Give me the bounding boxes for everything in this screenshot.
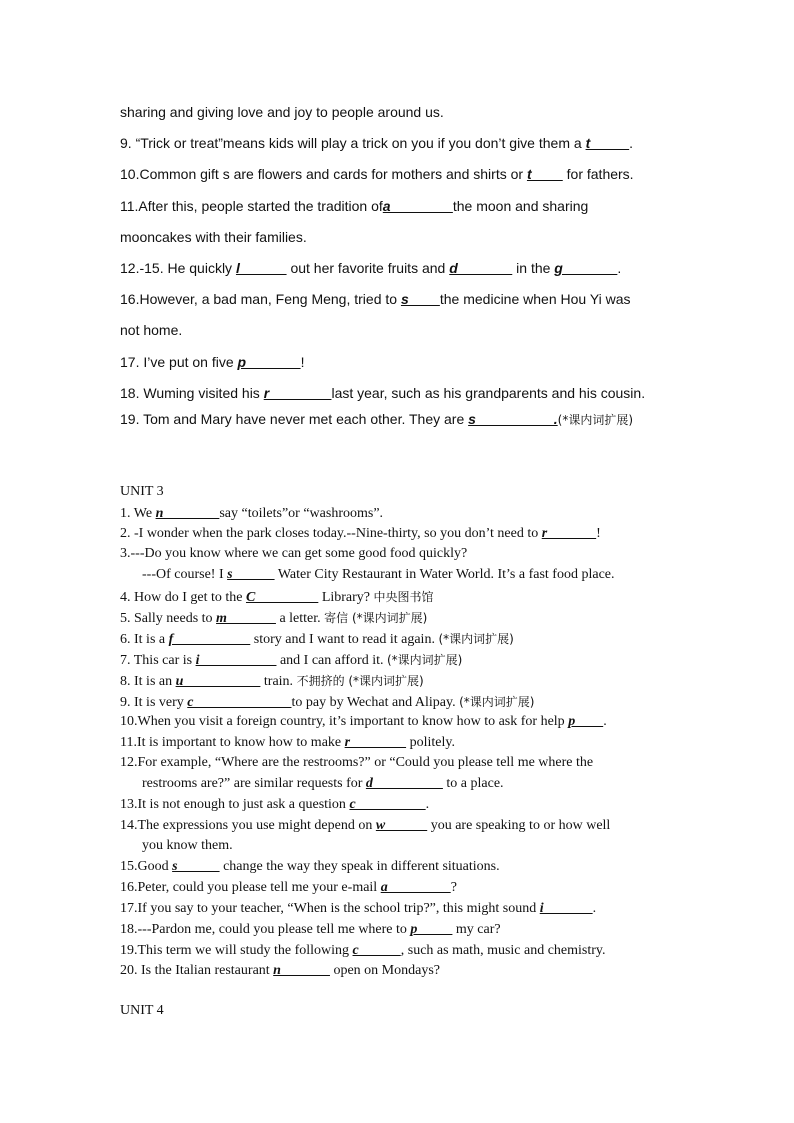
unit-4-heading: UNIT 4 [120,1003,164,1018]
answer-blank[interactable]: w______ [375,818,428,833]
unit3-question-line [120,901,596,917]
question-text-end: to pay by Wechat and Alipay. [291,695,460,710]
question-text: 2. -I wonder when the park closes today.--Nine-thirty, so you don’t need to [120,526,542,541]
question-text: 14.The expressions you use might depend on [120,818,376,833]
question-text-end: you are speaking to or how well [427,818,611,833]
answer-blank[interactable]: r_______ [541,526,597,541]
question-text: restrooms are?” are similar requests for [142,776,366,791]
extension-note: (*课内词扩展) [387,653,463,667]
question-text: 5. Sally needs to [120,611,217,626]
question-text-end: and I can afford it. [276,653,387,668]
question-text-end: for fathers. [562,166,634,182]
question-19 [120,411,633,428]
extension-note: 寄信 (*课内词扩展) [324,611,428,625]
question-text: 12.-15. He quickly [120,260,236,276]
question-text: 17.If you say to your teacher, “When is the school trip?”, this might sound [120,901,540,916]
unit3-question-line [120,818,610,834]
answer-blank[interactable]: a_________ [380,880,451,895]
answer-blank[interactable]: a________ [382,198,453,214]
unit3-question-line [120,672,424,690]
answer-blank[interactable]: d_______ [449,260,513,276]
question-text: 18.---Pardon me, could you please tell me where to [120,922,411,937]
question-text: 9. “Trick or treat”means kids will play a trick on you if you don’t give them a [120,135,586,151]
question-text-end: to a place. [442,776,504,791]
unit3-question-line [120,693,534,711]
answer-blank[interactable]: p_______ [237,354,301,370]
unit3-question-line [120,859,500,875]
question-text-end: ? [450,880,457,895]
answer-blank[interactable]: s______ [227,567,275,582]
answer-blank[interactable]: p____ [568,714,604,729]
answer-blank[interactable]: l______ [235,260,287,276]
answer-blank[interactable]: c______ [352,943,401,958]
question-text: 11.After this, people started the tradition of [120,198,383,214]
question-text: 10.Common gift s are flowers and cards for mothers and shirts or [120,166,527,182]
question-text-end: . [592,901,597,916]
question-text: out her favorite fruits and [286,260,450,276]
question-text: 19.This term we will study the following [120,943,353,958]
question-text-end: , such as math, music and chemistry. [400,943,606,958]
question-text-end: . [617,260,622,276]
answer-blank[interactable]: n________ [155,506,220,521]
answer-blank[interactable]: p_____ [410,922,453,937]
question-text-end: the moon and sharing [452,198,589,214]
question-text-end: politely. [406,735,455,750]
question-16-cont [120,322,182,338]
unit3-question-line [120,838,233,854]
extension-note: (*课内词扩展) [459,695,535,709]
unit3-question-line [120,546,467,562]
question-9 [120,135,633,151]
unit3-question-line [120,776,504,792]
question-text: 19. Tom and Mary have never met each other. They are [120,411,469,427]
question-text-end: my car? [452,922,501,937]
question-12-15 [120,260,621,276]
unit3-question-line [120,526,601,542]
question-text: 16.However, a bad man, Feng Meng, tried to [120,291,401,307]
question-10 [120,166,634,182]
unit3-question-line [120,880,457,896]
question-text: 9. It is very [120,695,188,710]
question-text-end: Water City Restaurant in Water World. It’s a fast food place. [274,567,615,582]
question-text: 12.For example, “Where are the restrooms?” or “Could you please tell me where the [120,755,594,770]
question-text-end: story and I want to read it again. [250,632,439,647]
answer-blank[interactable]: m_______ [216,611,276,626]
question-text-end: Library? [318,590,374,605]
unit3-question-line [120,630,514,648]
answer-blank[interactable]: s____ [400,291,440,307]
question-text: 6. It is a [120,632,169,647]
answer-blank[interactable]: u___________ [175,674,261,689]
question-text: 3.---Do you know where we can get some good food quickly? [120,546,468,561]
question-text-end: train. [260,674,297,689]
question-text: mooncakes with their families. [120,229,307,245]
extension-note: 不拥挤的 (*课内词扩展) [296,674,424,688]
unit3-question-line [120,609,427,627]
question-text: not home. [120,322,183,338]
answer-blank[interactable]: c__________ [349,797,426,812]
question-text: in the [512,260,555,276]
question-text: 7. This car is [120,653,196,668]
line-text: sharing and giving love and joy to people around us. [120,104,444,120]
question-text: 20. Is the Italian restaurant [120,963,274,978]
question-text-end: . [425,797,430,812]
answer-blank[interactable]: s__________. [468,411,558,427]
extension-note: (*课内词扩展) [557,413,634,427]
question-text-end: ! [300,354,305,370]
question-text-end: say “toilets”or “washrooms”. [219,506,384,521]
question-11-cont [120,229,307,245]
unit3-question-line [120,714,607,730]
question-text-end: ! [596,526,601,541]
answer-blank[interactable]: i___________ [195,653,277,668]
question-text-end: last year, such as his grandparents and his cousin. [331,385,646,401]
question-text: 17. I’ve put on five [120,354,238,370]
unit3-question-line [120,588,434,606]
extension-note: 中央图书馆 [373,590,434,604]
unit3-question-line [120,797,429,813]
question-text-end: . [629,135,634,151]
answer-blank[interactable]: t_____ [585,135,630,151]
unit-3-heading: UNIT 3 [120,484,164,499]
question-text: 8. It is an [120,674,176,689]
extension-note: (*课内词扩展) [438,632,514,646]
unit3-question-line [120,963,440,979]
unit3-question-line [120,651,462,669]
answer-blank[interactable]: s______ [172,859,220,874]
question-text-end: open on Mondays? [329,963,441,978]
answer-blank[interactable]: r________ [263,385,332,401]
unit3-question-line [120,506,383,522]
question-text: 1. We [120,506,156,521]
answer-blank[interactable]: f___________ [168,632,251,647]
question-text: 13.It is not enough to just ask a question [120,797,350,812]
unit3-question-line [120,922,501,938]
question-text-end: the medicine when Hou Yi was [439,291,631,307]
unit3-question-line [120,943,606,959]
question-text: 11.It is important to know how to make [120,735,345,750]
answer-blank[interactable]: r________ [344,735,407,750]
question-18 [120,385,645,401]
question-text: 15.Good [120,859,173,874]
question-17 [120,354,304,370]
answer-blank[interactable]: d__________ [365,776,443,791]
question-text: 4. How do I get to the [120,590,246,605]
question-text: 18. Wuming visited his [120,385,264,401]
unit3-question-line [120,755,593,771]
answer-blank[interactable]: t____ [526,166,563,182]
answer-blank[interactable]: i_______ [539,901,593,916]
question-text-end: change the way they speak in different situations. [219,859,500,874]
answer-blank[interactable]: n_______ [273,963,330,978]
question-16 [120,291,631,307]
line-a0 [120,104,444,120]
answer-blank[interactable]: C_________ [245,590,319,605]
unit3-question-line [120,735,455,751]
question-text-end: a letter. [275,611,325,626]
question-text: 10.When you visit a foreign country, it’s important to know how to ask for help [120,714,569,729]
question-text: ---Of course! I [142,567,228,582]
question-text-end: . [603,714,607,729]
answer-blank[interactable]: g_______ [554,260,618,276]
question-text: you know them. [142,838,233,853]
unit3-question-line [120,567,615,583]
question-text: 16.Peter, could you please tell me your e-mail [120,880,381,895]
answer-blank[interactable]: c______________ [187,695,292,710]
question-11 [120,198,588,214]
